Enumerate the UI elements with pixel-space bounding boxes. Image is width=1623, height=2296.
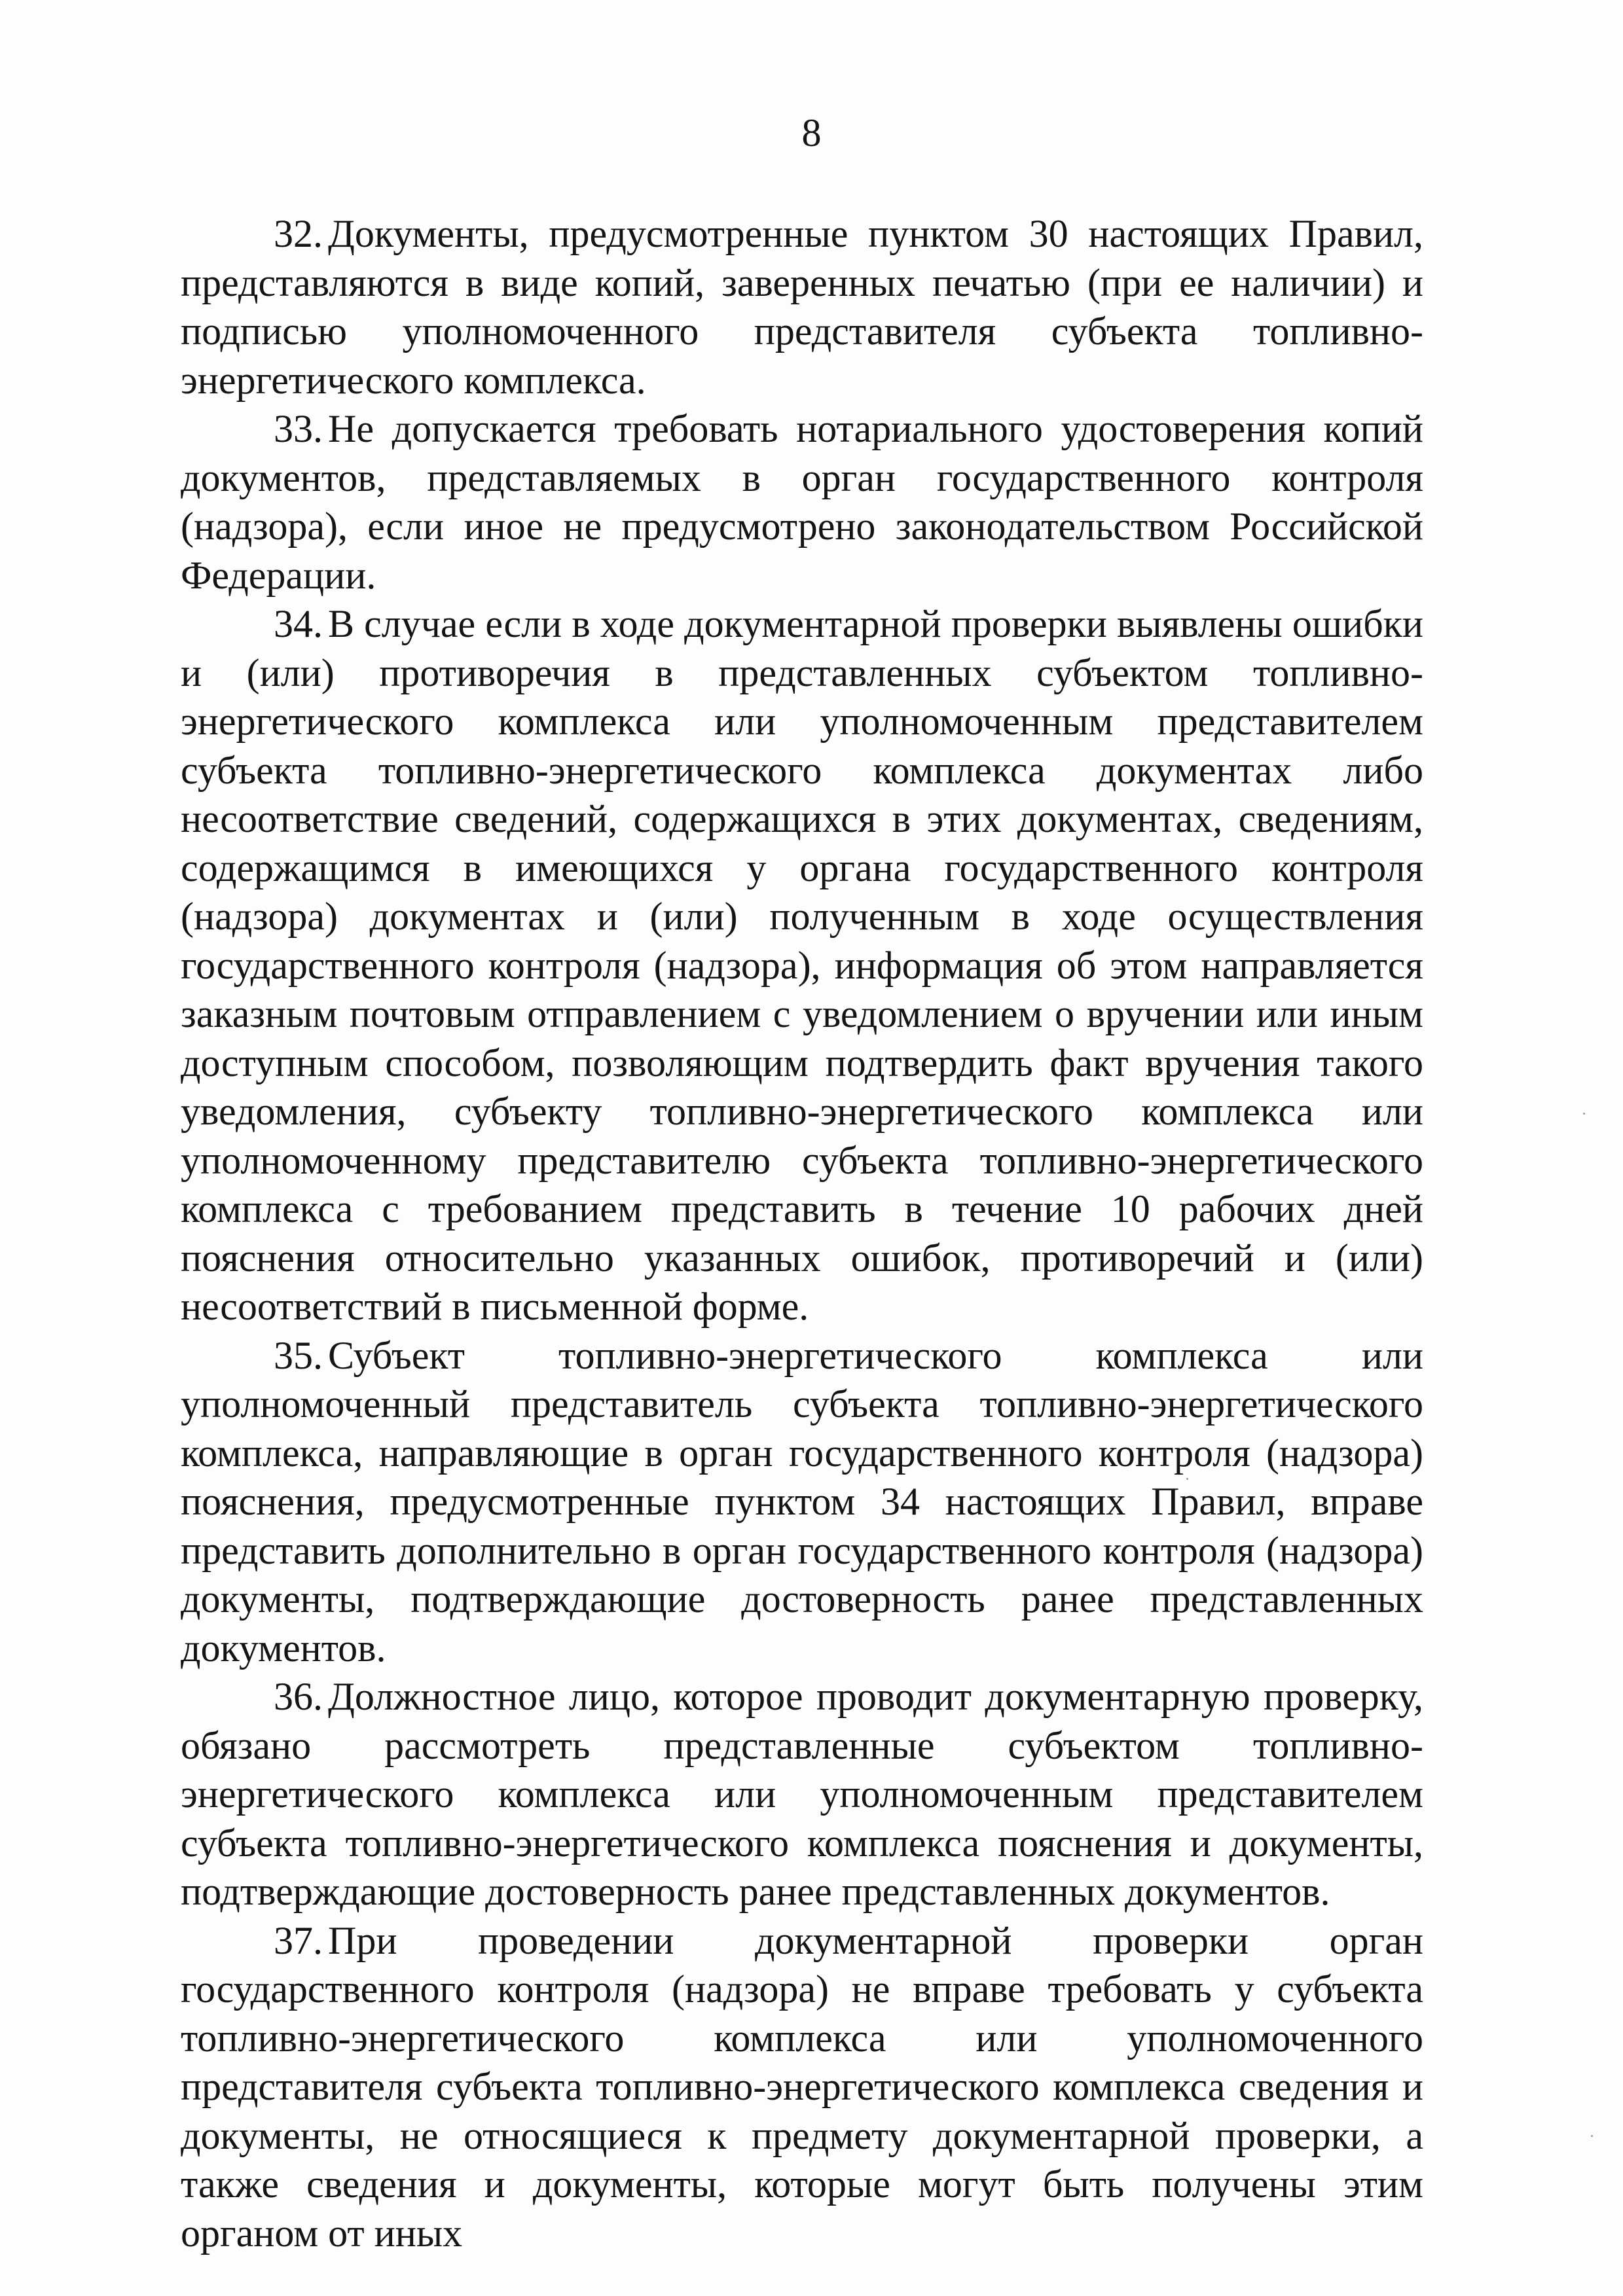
paragraph-text: Не допускается требовать нотариального удостоверения копий документов, представляемых в орган государственного контроля (надзора), если иное не предусмотрено законодательством Российской Федерации.: [181, 407, 1423, 597]
paragraph-number: 32.: [274, 212, 323, 255]
paragraph-text: Субъект топливно-энергетического комплекса или уполномоченный представитель субъекта топливно-энергетического комплекса, направляющие в орган государственного контроля (надзора) пояснения, предусмотренные пунктом 34 настоящих Правил, вправе представить дополнительно в орган государственного контроля (надзора) документы, подтверждающие достоверность ранее представленных документов.: [181, 1333, 1423, 1670]
paragraph-36: [181, 1672, 1423, 1916]
paragraph-text: Должностное лицо, которое проводит документарную проверку, обязано рассмотреть представленные субъектом топливно-энергетического комплекса или уполномоченным представителем субъекта топливно-энергетического комплекса пояснения и документы, подтверждающие достоверность ранее представленных документов.: [181, 1675, 1423, 1913]
paragraph-text: Документы, предусмотренные пунктом 30 настоящих Правил, представляются в виде копий, заверенных печатью (при ее наличии) и подписью уполномоченного представителя субъекта топливно-энергетического комплекса.: [181, 212, 1423, 402]
paragraph-number: 36.: [274, 1675, 323, 1718]
paragraph-text: В случае если в ходе документарной проверки выявлены ошибки и (или) противоречия в представленных субъектом топливно-энергетического комплекса или уполномоченным представителем субъекта топливно-энергетического комплекса документах либо несоответствие сведений, содержащихся в этих документах, сведениям, содержащимся в имеющихся у органа государственного контроля (надзора) документах и (или) полученным в ходе осуществления государственного контроля (надзора), информация об этом направляется заказным почтовым отправлением с уведомлением о вручении или иным доступным способом, позволяющим подтвердить факт вручения такого уведомления, субъекту топливно-энергетического комплекса или уполномоченному представителю субъекта топливно-энергетического комплекса с требованием представить в течение 10 рабочих дней пояснения относительно указанных ошибок, противоречий и (или) несоответствий в письменной форме.: [181, 602, 1423, 1328]
paragraph-number: 34.: [274, 602, 323, 645]
paragraph-number: 37.: [274, 1918, 323, 1962]
paragraph-number: 33.: [274, 407, 323, 450]
scan-speck: [1186, 1478, 1188, 1480]
paragraph-number: 35.: [274, 1333, 323, 1377]
page-number: 8: [801, 111, 822, 154]
paragraph-34: [181, 600, 1423, 1331]
scan-speck: [1583, 1113, 1585, 1115]
paragraph-37: [181, 1916, 1423, 2258]
paragraph-32: [181, 209, 1423, 404]
document-body: [181, 209, 1423, 2257]
paragraph-35: [181, 1331, 1423, 1673]
paragraph-33: [181, 404, 1423, 600]
scan-speck: [1591, 2135, 1593, 2137]
paragraph-text: При проведении документарной проверки орган государственного контроля (надзора) не вправе требовать у субъекта топливно-энергетического комплекса или уполномоченного представителя субъекта топливно-энергетического комплекса сведения и документы, не относящиеся к предмету документарной проверки, а также сведения и документы, которые могут быть получены этим органом от иных: [181, 1918, 1423, 2255]
